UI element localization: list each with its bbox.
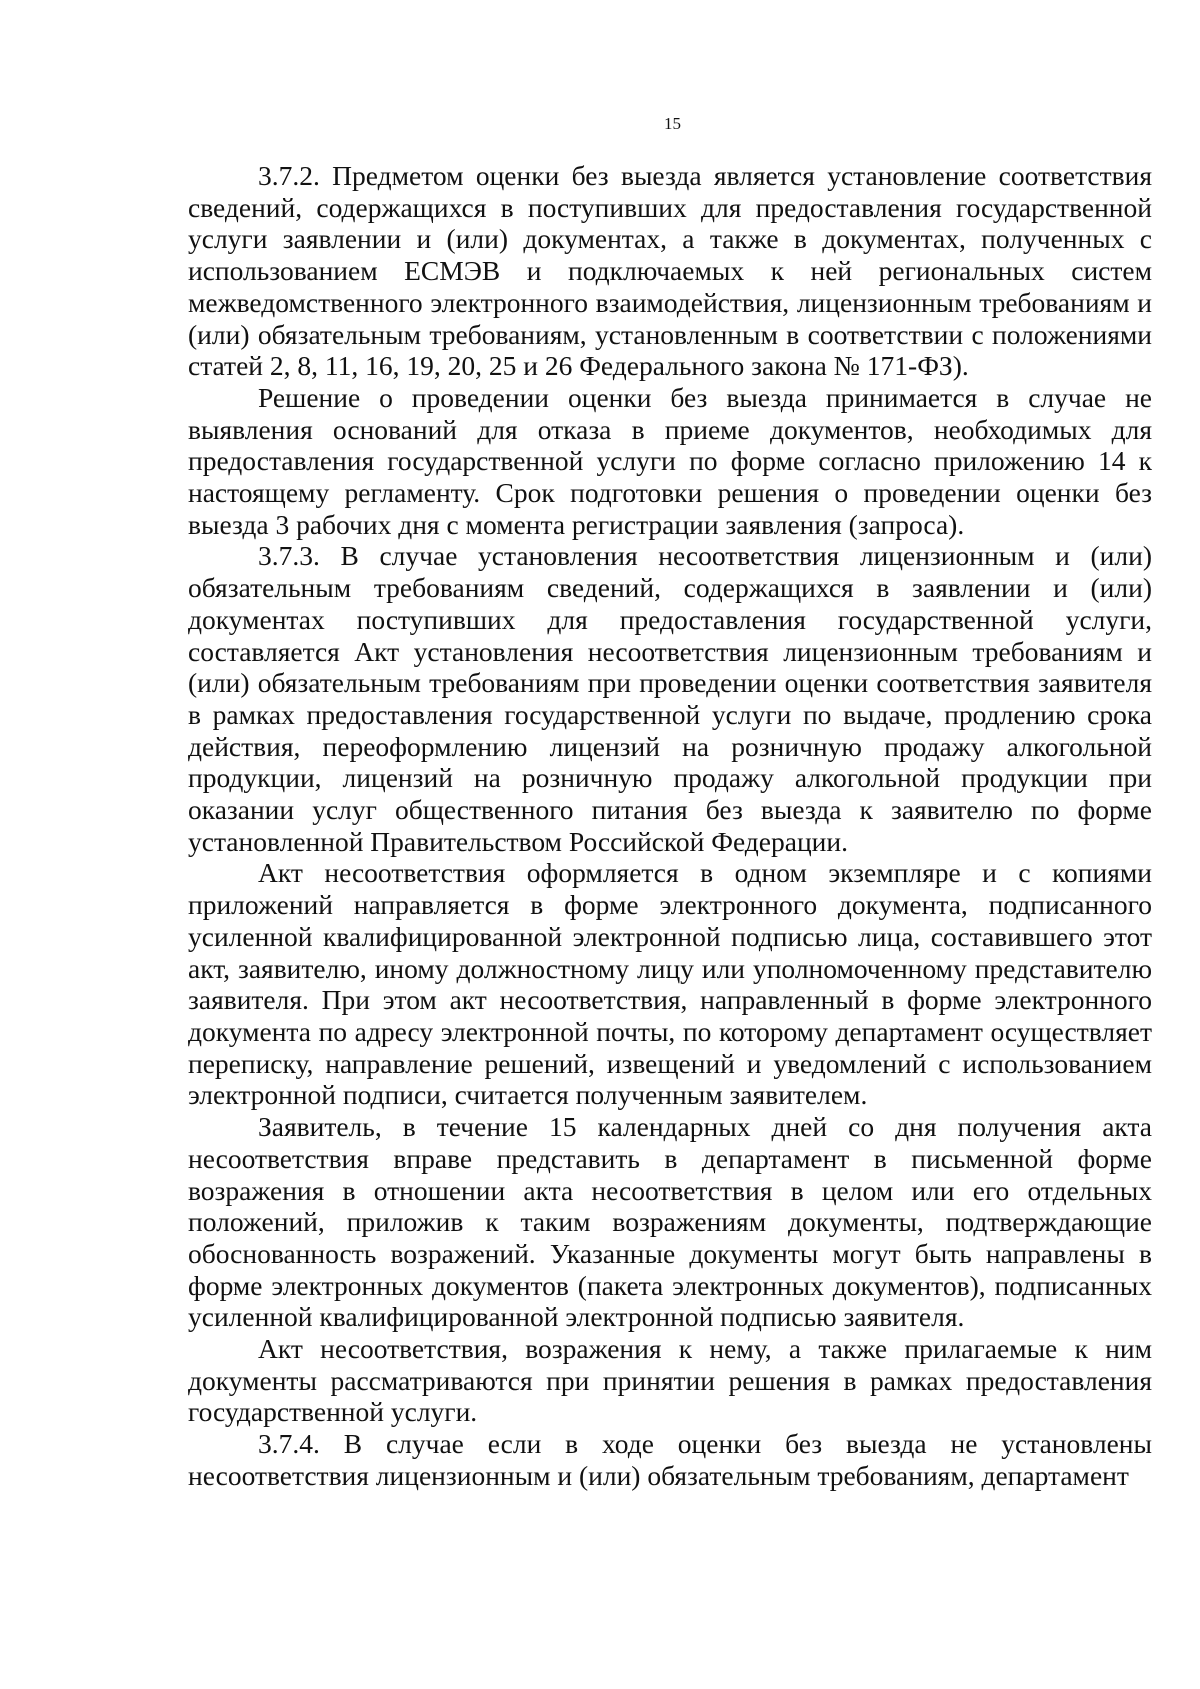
- paragraph-3-7-4: 3.7.4. В случае если в ходе оценки без выезда не установлены несоответствия лицензионным и (или) обязательным требованиям, департамент: [188, 1428, 1152, 1491]
- paragraph-3-7-2: 3.7.2. Предметом оценки без выезда является установление соответствия сведений, содержащихся в поступивших для предоставления государственной услуги заявлении и (или) документах, а также в документах, полученных с использованием ЕСМЭВ и подключаемых к ней региональных систем межведомственного электронного взаимодействия, лицензионным требованиям и (или) обязательным требованиям, установленным в соответствии с положениями статей 2, 8, 11, 16, 19, 20, 25 и 26 Федерального закона № 171-ФЗ).: [188, 160, 1152, 382]
- paragraph-act-review: Акт несоответствия, возражения к нему, а также прилагаемые к ним документы рассматриваются при принятии решения в рамках предоставления государственной услуги.: [188, 1333, 1152, 1428]
- paragraph-applicant-objections: Заявитель, в течение 15 календарных дней со дня получения акта несоответствия вправе представить в департамент в письменной форме возражения в отношении акта несоответствия в целом или его отдельных положений, приложив к таким возражениям документы, подтверждающие обоснованность возражений. Указанные документы могут быть направлены в форме электронных документов (пакета электронных документов), подписанных усиленной квалифицированной электронной подписью заявителя.: [188, 1111, 1152, 1333]
- paragraph-act-of-nonconformity: Акт несоответствия оформляется в одном экземпляре и с копиями приложений направляется в форме электронного документа, подписанного усиленной квалифицированной электронной подписью лица, составившего этот акт, заявителю, иному должностному лицу или уполномоченному представителю заявителя. При этом акт несоответствия, направленный в форме электронного документа по адресу электронной почты, по которому департамент осуществляет переписку, направление решений, извещений и уведомлений с использованием электронной подписи, считается полученным заявителем.: [188, 857, 1152, 1111]
- paragraph-decision-no-visit: Решение о проведении оценки без выезда принимается в случае не выявления оснований для отказа в приеме документов, необходимых для предоставления государственной услуги по форме согласно приложению 14 к настоящему регламенту. Срок подготовки решения о проведении оценки без выезда 3 рабочих дня с момента регистрации заявления (запроса).: [188, 381, 1152, 540]
- paragraph-3-7-3: 3.7.3. В случае установления несоответствия лицензионным и (или) обязательным требованиям сведений, содержащихся в заявлении и (или) документах поступивших для предоставления государственной услуги, составляется Акт установления несоответствия лицензионным требованиям и (или) обязательным требованиям при проведении оценки соответствия заявителя в рамках предоставления государственной услуги по выдаче, продлению срока действия, переоформлению лицензий на розничную продажу алкогольной продукции, лицензий на розничную продажу алкогольной продукции при оказании услуг общественного питания без выезда к заявителю по форме установленной Правительством Российской Федерации.: [188, 540, 1152, 857]
- document-body: [188, 160, 1152, 1492]
- page-number: 15: [664, 114, 681, 133]
